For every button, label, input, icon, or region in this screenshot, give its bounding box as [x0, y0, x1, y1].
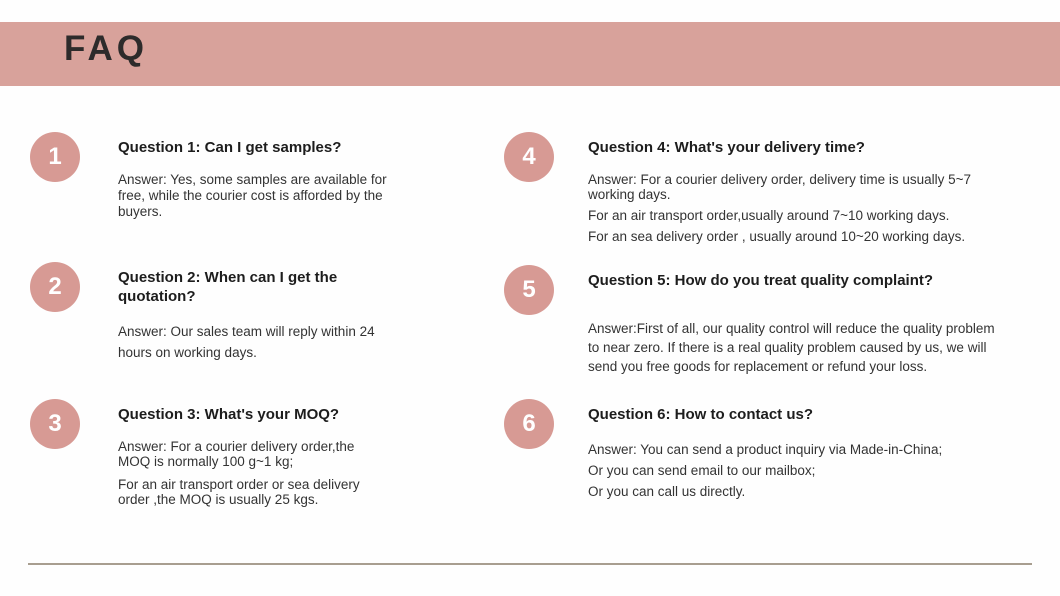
question-content — [118, 399, 390, 507]
answer-paragraph: For an air transport order or sea delivery order ,the MOQ is usually 25 kgs. — [118, 477, 360, 507]
question-number-badge: 5 — [504, 265, 554, 315]
faq-item — [504, 132, 1002, 244]
faq-item — [30, 262, 400, 363]
faq-item — [504, 399, 1008, 502]
question-title: Question 5: How do you treat quality complaint? — [588, 272, 934, 289]
faq-item — [504, 265, 1008, 376]
question-title: Question 4: What's your delivery time? — [588, 139, 865, 156]
question-number-badge: 1 — [30, 132, 80, 182]
footer-divider — [28, 563, 1032, 565]
answer-paragraph: Or you can call us directly. — [588, 484, 746, 499]
question-title: Question 2: When can I get the quotation? — [118, 269, 338, 305]
faq-item — [30, 399, 390, 507]
faq-item — [30, 132, 414, 220]
answer-paragraph: Answer:First of all, our quality control will reduce the quality problem to near zero. If there is a real quality problem caused by us, we will send you free goods for replacement or refund your loss. — [588, 321, 995, 374]
answer-paragraph: Answer: You can send a product inquiry via Made-in-China; — [588, 442, 943, 457]
question-number-badge: 6 — [504, 399, 554, 449]
answer-paragraph: Answer: Our sales team will reply within 24 hours on working days. — [118, 324, 375, 360]
question-number-badge: 3 — [30, 399, 80, 449]
question-content — [118, 132, 414, 220]
answer-paragraph: Answer: Yes, some samples are available for free, while the courier cost is afforded by the buyers. — [118, 172, 387, 219]
question-content — [588, 399, 1008, 502]
question-content — [118, 262, 400, 363]
answer-paragraph: For an air transport order,usually around 7~10 working days. — [588, 208, 950, 223]
question-title: Question 6: How to contact us? — [588, 406, 814, 423]
question-number-badge: 4 — [504, 132, 554, 182]
question-number-badge: 2 — [30, 262, 80, 312]
page-title: FAQ — [64, 29, 148, 68]
answer-paragraph: Or you can send email to our mailbox; — [588, 463, 816, 478]
question-content — [588, 265, 1008, 376]
question-title: Question 1: Can I get samples? — [118, 139, 342, 156]
answer-paragraph: Answer: For a courier delivery order, delivery time is usually 5~7 working days. — [588, 172, 972, 202]
answer-paragraph: For an sea delivery order , usually around 10~20 working days. — [588, 229, 966, 244]
question-title: Question 3: What's your MOQ? — [118, 406, 340, 423]
answer-paragraph: Answer: For a courier delivery order,the MOQ is normally 100 g~1 kg; — [118, 439, 355, 469]
question-content — [588, 132, 1002, 244]
